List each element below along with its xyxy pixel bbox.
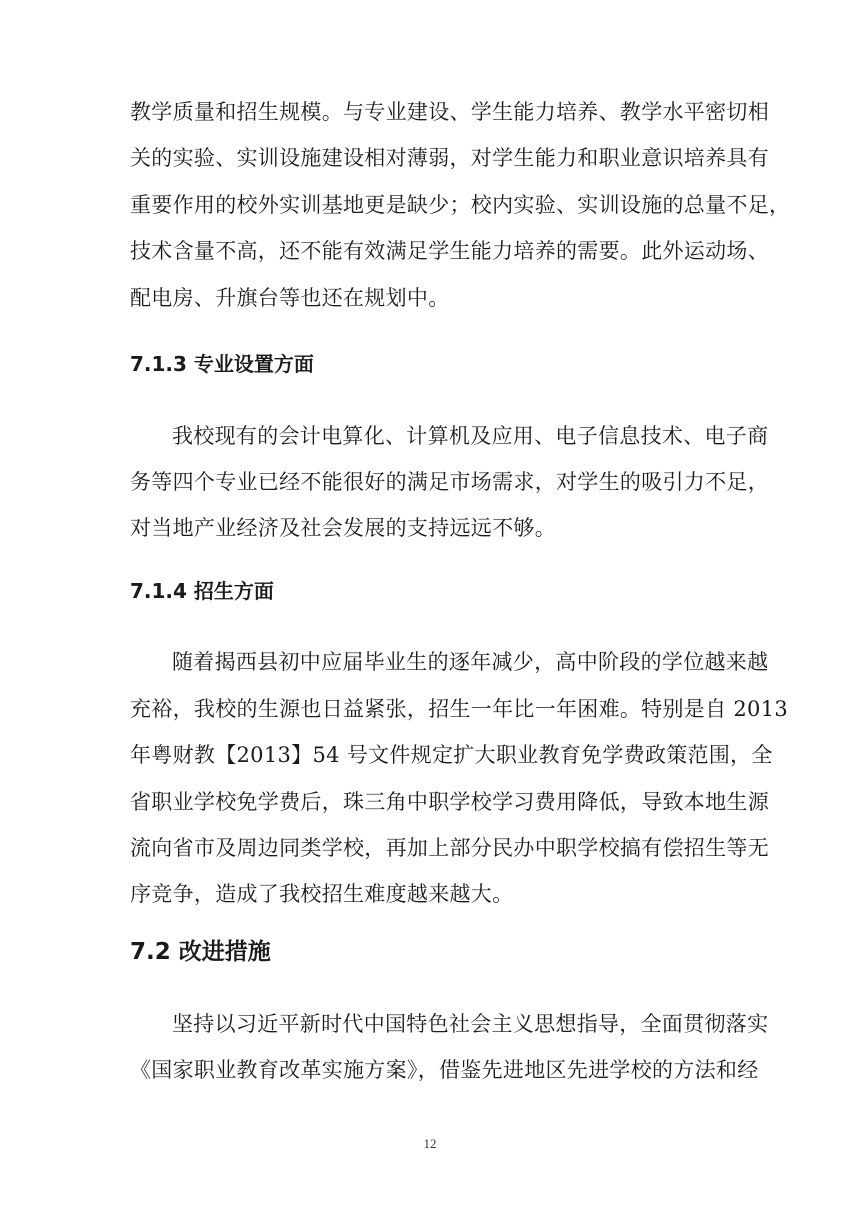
paragraph-line: 《国家职业教育改革实施方案》，借鉴先进地区先进学校的方法和经	[130, 1058, 759, 1082]
section-heading-7-1-3: 7.1.3 专业设置方面	[130, 352, 314, 376]
paragraph-line: 对当地产业经济及社会发展的支持远远不够。	[130, 516, 556, 540]
paragraph-line: 省职业学校免学费后，珠三角中职学校学习费用降低，导致本地生源	[130, 790, 769, 814]
section-heading-7-2: 7.2 改进措施	[130, 939, 271, 965]
paragraph-line: 关的实验、实训设施建设相对薄弱，对学生能力和职业意识培养具有	[130, 146, 769, 170]
section-heading-7-1-4: 7.1.4 招生方面	[130, 579, 274, 603]
paragraph-line: 年粤财教【2013】54 号文件规定扩大职业教育免学费政策范围，全	[130, 743, 773, 767]
paragraph-line: 流向省市及周边同类学校，再加上部分民办中职学校搞有偿招生等无	[130, 836, 769, 860]
paragraph-line: 务等四个专业已经不能很好的满足市场需求，对学生的吸引力不足，	[130, 470, 769, 494]
paragraph-line: 坚持以习近平新时代中国特色社会主义思想指导，全面贯彻落实	[172, 1012, 769, 1036]
paragraph-line: 重要作用的校外实训基地更是缺少；校内实验、实训设施的总量不足，	[130, 193, 791, 217]
paragraph-line: 序竞争，造成了我校招生难度越来越大。	[130, 882, 514, 906]
paragraph-line: 随着揭西县初中应届毕业生的逐年减少，高中阶段的学位越来越	[172, 650, 769, 674]
paragraph-line: 技术含量不高，还不能有效满足学生能力培养的需要。此外运动场、	[130, 239, 769, 263]
paragraph-line: 我校现有的会计电算化、计算机及应用、电子信息技术、电子商	[172, 424, 769, 448]
paragraph-line: 充裕，我校的生源也日益紧张，招生一年比一年困难。特别是自 2013	[130, 697, 789, 721]
paragraph-line: 配电房、升旗台等也还在规划中。	[130, 286, 450, 310]
page-number: 12	[423, 1136, 437, 1151]
paragraph-line: 教学质量和招生规模。与专业建设、学生能力培养、教学水平密切相	[130, 100, 769, 124]
